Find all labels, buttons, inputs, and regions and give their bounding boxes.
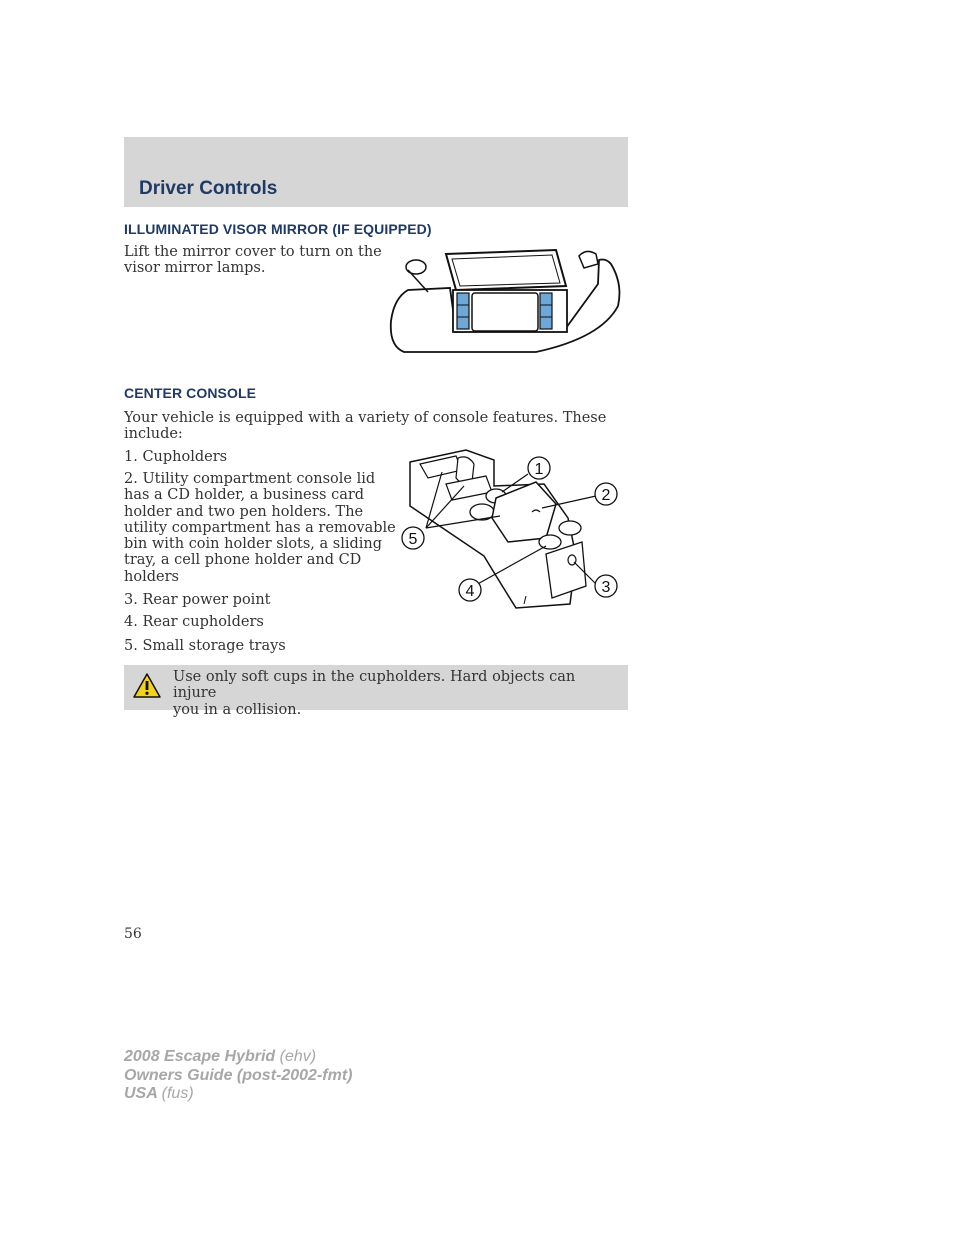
footer — [124, 1048, 352, 1104]
item-line: holders — [124, 568, 179, 585]
console-item-5 — [124, 638, 286, 654]
footer-model: 2008 Escape Hybrid — [124, 1048, 276, 1065]
callout-1-label: 1 — [534, 461, 544, 478]
header-band — [124, 137, 628, 207]
visor-text-line: Lift the mirror cover to turn on the — [124, 244, 382, 260]
visor-text-line: visor mirror lamps. — [124, 260, 266, 277]
footer-market: USA — [124, 1085, 158, 1102]
footer-model-code: (ehv) — [279, 1048, 317, 1065]
item-line: has a CD holder, a business card — [124, 487, 365, 504]
item-line: tray, a cell phone holder and CD — [124, 552, 362, 569]
page-number: 56 — [124, 926, 142, 942]
callout-4-label: 4 — [465, 583, 475, 600]
footer-line-1 — [124, 1048, 352, 1067]
footer-line-3 — [124, 1085, 352, 1104]
item-line: 5. Small storage trays — [124, 638, 286, 654]
page-title: Driver Controls — [139, 178, 278, 199]
item-line: 2. Utility compartment console lid — [124, 471, 376, 487]
footer-market-code: (fus) — [161, 1085, 194, 1102]
visor-mirror-heading: ILLUMINATED VISOR MIRROR (IF EQUIPPED) — [124, 221, 432, 237]
warning-text — [173, 669, 613, 718]
console-item-2 — [124, 471, 396, 585]
visor-mirror-illustration — [386, 246, 626, 358]
item-line: holder and two pen holders. The — [124, 503, 364, 520]
console-item-3 — [124, 592, 271, 608]
item-line: utility compartment has a removable — [124, 519, 396, 536]
warning-triangle-icon — [132, 672, 162, 700]
intro-line: Your vehicle is equipped with a variety of console features. These — [124, 410, 607, 426]
warning-line: you in a collision. — [173, 701, 302, 718]
footer-line-2 — [124, 1067, 352, 1086]
item-line: 3. Rear power point — [124, 592, 271, 608]
item-line: 4. Rear cupholders — [124, 614, 264, 630]
callout-2-label: 2 — [601, 487, 611, 504]
item-line: bin with coin holder slots, a sliding — [124, 536, 383, 553]
footer-guide: Owners Guide (post-2002-fmt) — [124, 1066, 353, 1084]
warning-line: Use only soft cups in the cupholders. Hard objects can injure — [173, 669, 576, 702]
callout-3-label: 3 — [601, 579, 611, 596]
console-intro — [124, 410, 628, 443]
intro-line: include: — [124, 426, 183, 443]
callout-5-label: 5 — [408, 531, 418, 548]
center-console-heading: CENTER CONSOLE — [124, 385, 257, 401]
visor-mirror-text — [124, 244, 382, 277]
console-item-4 — [124, 614, 264, 630]
item-line: 1. Cupholders — [124, 449, 228, 465]
console-item-1 — [124, 449, 227, 465]
center-console-illustration — [396, 446, 626, 614]
warning-box — [124, 665, 628, 718]
